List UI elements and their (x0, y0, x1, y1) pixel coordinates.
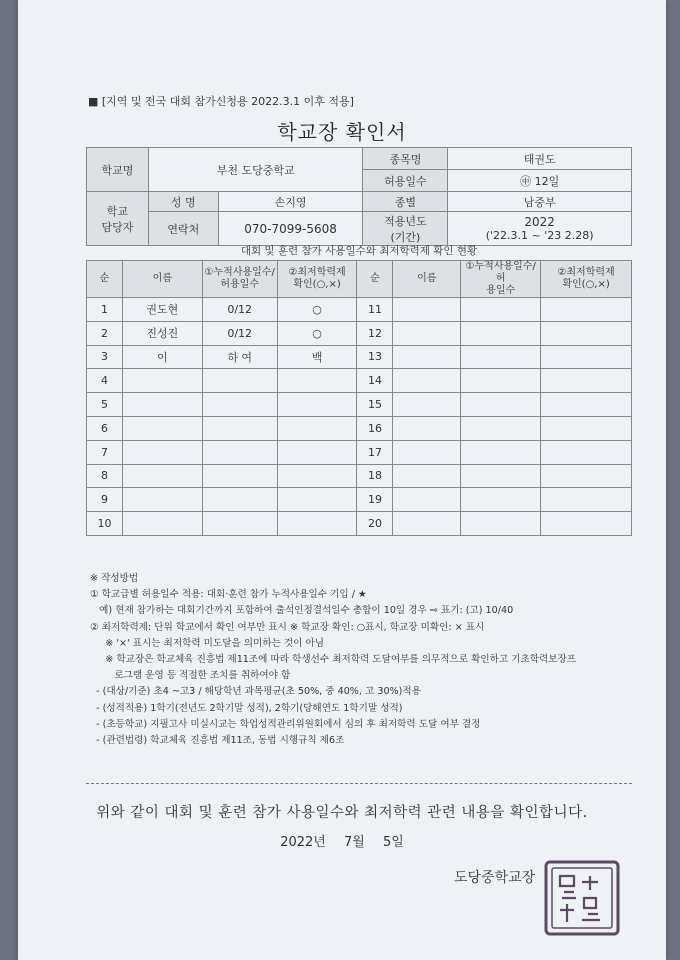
min-academic-check (277, 416, 357, 440)
row-number-right: 20 (357, 512, 393, 536)
min-academic-check: ○ (277, 321, 357, 345)
table-row (87, 321, 632, 345)
used-days-right (461, 393, 541, 417)
col-header-name: 이름 (122, 261, 202, 298)
staff-label (87, 192, 149, 246)
student-name-right (393, 298, 461, 322)
col-header-days (202, 261, 277, 298)
used-days-right (461, 369, 541, 393)
year-value: 2022 (524, 215, 555, 229)
row-number: 8 (87, 464, 123, 488)
note-line: ※ 학교장은 학교체육 진흥법 제11조에 따라 학생선수 최저학력 도달여부를 의무적으로 확인하고 기초학력보장프 (90, 654, 577, 666)
table-row (87, 488, 632, 512)
student-name (122, 416, 202, 440)
student-name-right (393, 321, 461, 345)
col-header-check-right-line1: ②최저학력제 (557, 267, 615, 278)
min-academic-check (277, 393, 357, 417)
header-note: ■ [지역 및 전국 대회 참가신청용 2022.3.1 이후 적용] (88, 95, 354, 108)
row-number-right: 18 (357, 464, 393, 488)
row-number: 4 (87, 369, 123, 393)
signer-name: 도당중학교장 (454, 870, 536, 886)
staff-label-line2: 담당자 (101, 220, 134, 234)
col-header-check-line2: 확인(○,×) (293, 279, 341, 290)
used-days-right (461, 345, 541, 369)
used-days (202, 512, 277, 536)
sport-label: 종목명 (363, 148, 448, 170)
document-page (18, 0, 666, 960)
student-name-right (393, 345, 461, 369)
student-name (122, 488, 202, 512)
min-academic-check: 백 (277, 345, 357, 369)
row-number-right: 14 (357, 369, 393, 393)
student-name-right (393, 512, 461, 536)
used-days-right (461, 416, 541, 440)
used-days-right (461, 488, 541, 512)
min-academic-check-right (541, 464, 632, 488)
used-days-right (461, 512, 541, 536)
row-number-right: 12 (357, 321, 393, 345)
col-header-days-line2: 허용일수 (220, 279, 259, 290)
table-row (87, 345, 632, 369)
divider-line (86, 783, 632, 784)
name-value: 손지영 (218, 192, 363, 212)
student-name: 이 (122, 345, 202, 369)
table-row (87, 369, 632, 393)
min-academic-check-right (541, 298, 632, 322)
min-academic-check-right (541, 488, 632, 512)
min-academic-check-right (541, 369, 632, 393)
note-line: ※ '×' 표시는 최저학력 미도달을 의미하는 것이 아님 (90, 637, 325, 649)
row-number: 2 (87, 321, 123, 345)
min-academic-check (277, 488, 357, 512)
note-line: 예) 현재 참가하는 대회기간까지 포함하여 출석인정결석일수 총합이 10일 경우 ⇨ 표기: (고) 10/40 (90, 605, 514, 617)
col-header-days-line1: ①누적사용일수/ (204, 267, 275, 278)
note-line: ② 최저학력제: 단위 학교에서 확인 여부만 표시 ※ 학교장 확인: ○표시, 학교장 미확인: × 표시 (90, 621, 485, 633)
student-name-right (393, 464, 461, 488)
row-number-right: 17 (357, 440, 393, 464)
row-number-right: 16 (357, 416, 393, 440)
table-row (87, 298, 632, 322)
col-header-name-right: 이름 (393, 261, 461, 298)
row-number: 10 (87, 512, 123, 536)
used-days (202, 369, 277, 393)
row-number: 3 (87, 345, 123, 369)
table-header-row (87, 261, 632, 298)
note-line: ① 학교급별 허용일수 적용: 대회·훈련 참가 누적사용일수 기입 / ★ (90, 589, 367, 601)
col-header-check-line1: ②최저학력제 (288, 267, 346, 278)
contact-label: 연락처 (148, 212, 218, 246)
used-days: 0/12 (202, 321, 277, 345)
row-number-right: 19 (357, 488, 393, 512)
document-title: 학교장 확인서 (277, 120, 407, 144)
col-header-days-right-line1: ①누적사용일수/허 (465, 261, 536, 284)
note-line: 로그램 운영 등 적절한 조치를 취하여야 함 (90, 670, 291, 682)
table-row (87, 440, 632, 464)
min-academic-check-right (541, 321, 632, 345)
student-name-right (393, 393, 461, 417)
student-name (122, 369, 202, 393)
row-number: 6 (87, 416, 123, 440)
student-name (122, 464, 202, 488)
min-academic-check (277, 464, 357, 488)
year-label-line2: (기간) (390, 230, 421, 244)
sport-value: 태권도 (448, 148, 632, 170)
student-name: 권도현 (122, 298, 202, 322)
used-days-right (461, 298, 541, 322)
student-name (122, 440, 202, 464)
min-academic-check (277, 512, 357, 536)
student-name-right (393, 440, 461, 464)
year-label-line1: 적용년도 (384, 214, 427, 228)
staff-label-line1: 학교 (106, 204, 129, 218)
used-days (202, 440, 277, 464)
gender-value: 남중부 (448, 192, 632, 212)
used-days-right (461, 321, 541, 345)
min-academic-check-right (541, 345, 632, 369)
note-line: - (성적적용) 1학기(전년도 2학기말 성적), 2학기(당해연도 1학기말 성적) (90, 702, 403, 714)
min-academic-check-right (541, 416, 632, 440)
col-header-no-right: 순 (357, 261, 393, 298)
table-row (87, 464, 632, 488)
student-name (122, 512, 202, 536)
row-number-right: 11 (357, 298, 393, 322)
row-number: 5 (87, 393, 123, 417)
note-line: - (대상/기준) 초4 ~고3 / 해당학년 과목평균(초 50%, 중 40%, 고 30%)적용 (90, 686, 421, 698)
col-header-check-right-line2: 확인(○,×) (562, 279, 610, 290)
min-academic-check-right (541, 440, 632, 464)
min-academic-check (277, 369, 357, 393)
info-table (86, 147, 632, 246)
student-name: 진성진 (122, 321, 202, 345)
note-line: - (관련법령) 학교체육 진흥법 제11조, 동법 시행규칙 제6조 (90, 735, 345, 747)
used-days-right (461, 464, 541, 488)
col-header-days-right (461, 261, 541, 298)
row-number: 9 (87, 488, 123, 512)
col-header-days-right-line2: 용일수 (486, 285, 516, 296)
days-label: 허용일수 (363, 170, 448, 192)
student-name-right (393, 488, 461, 512)
participation-table (86, 260, 632, 536)
table-row (87, 512, 632, 536)
row-number: 1 (87, 298, 123, 322)
school-label: 학교명 (87, 148, 149, 192)
note-line: - (초등학교) 지필고사 미실시교는 학업성적관리위원회에서 심의 후 최저학력 도달 여부 결정 (90, 718, 481, 730)
gender-label: 종별 (363, 192, 448, 212)
student-name (122, 393, 202, 417)
min-academic-check-right (541, 512, 632, 536)
used-days (202, 488, 277, 512)
used-days (202, 464, 277, 488)
writing-instructions (90, 571, 650, 749)
used-days: 0/12 (202, 298, 277, 322)
official-seal-icon (542, 858, 622, 938)
table-caption: 대회 및 훈련 참가 사용일수와 최저학력제 확인 현황 (240, 245, 478, 257)
table-row (87, 393, 632, 417)
min-academic-check (277, 440, 357, 464)
confirmation-statement: 위와 같이 대회 및 훈련 참가 사용일수와 최저학력 관련 내용을 확인합니다. (96, 805, 588, 821)
table-body (87, 298, 632, 536)
row-number-right: 15 (357, 393, 393, 417)
min-academic-check-right (541, 393, 632, 417)
used-days: 하 여 (202, 345, 277, 369)
col-header-check-right (541, 261, 632, 298)
document-date: 2022년 7월 5일 (280, 835, 404, 850)
student-name-right (393, 416, 461, 440)
col-header-check (277, 261, 357, 298)
period-value: ('22.3.1 ~ '23 2.28) (485, 229, 594, 242)
min-academic-check: ○ (277, 298, 357, 322)
school-value: 부천 도당중학교 (148, 148, 363, 192)
note-line: ※ 작성방법 (90, 573, 139, 584)
col-header-no: 순 (87, 261, 123, 298)
name-label: 성 명 (148, 192, 218, 212)
days-value: ㊥ 12일 (448, 170, 632, 192)
used-days (202, 393, 277, 417)
used-days (202, 416, 277, 440)
year-value-cell (448, 212, 632, 246)
used-days-right (461, 440, 541, 464)
row-number: 7 (87, 440, 123, 464)
contact-value: 070-7099-5608 (218, 212, 363, 246)
year-label (363, 212, 448, 246)
student-name-right (393, 369, 461, 393)
table-row (87, 416, 632, 440)
row-number-right: 13 (357, 345, 393, 369)
